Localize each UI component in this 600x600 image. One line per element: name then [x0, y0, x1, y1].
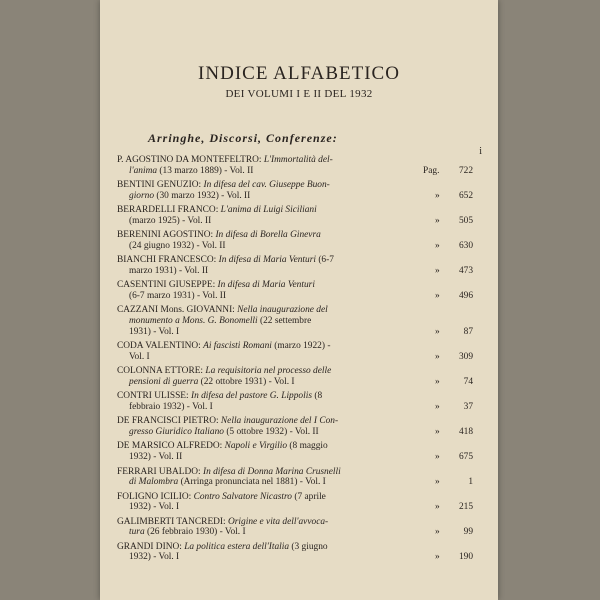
page-number: 215: [458, 502, 473, 513]
entry-title: L'Immortalità del-: [263, 155, 333, 165]
page-number: 630: [458, 240, 473, 251]
ditto-mark: »: [435, 240, 440, 251]
page-title: INDICE ALFABETICO: [198, 63, 400, 84]
entry-line: [117, 305, 433, 316]
entry-author: CODA VALENTINO:: [117, 341, 201, 352]
entry-line: [117, 492, 433, 503]
page-number: 496: [458, 290, 473, 301]
entry-details: (Arringa pronunciata nel 1881) - Vol. I: [178, 477, 326, 488]
entry-line: [117, 341, 433, 352]
entry-author: P. AGOSTINO DA MONTEFELTRO:: [117, 155, 262, 165]
entry-author: BERARDELLI FRANCO:: [117, 205, 219, 216]
ditto-mark: »: [435, 376, 440, 387]
entry-line: [117, 241, 433, 252]
ditto-mark: »: [435, 552, 440, 563]
entry-title: Napoli e Virgilio: [224, 441, 288, 452]
page-number: 37: [463, 401, 473, 412]
entry-line: [117, 155, 433, 166]
page-number: 675: [458, 452, 473, 463]
entry-details: Vol. I: [129, 351, 150, 362]
entry-title-cont: l'anima: [129, 165, 158, 176]
book-page: [100, 0, 498, 600]
entry-details: febbraio 1932) - Vol. I: [129, 401, 213, 412]
entry-author: DE MARSICO ALFREDO:: [117, 441, 223, 452]
ditto-mark: »: [435, 401, 440, 412]
page-number: 190: [458, 552, 473, 563]
index-entry: [117, 467, 473, 488]
page-number: 99: [463, 527, 473, 538]
entry-title: L'anima di Luigi Siciliani: [220, 205, 317, 216]
entry-title: In difesa di Maria Venturi: [218, 255, 316, 266]
entry-date: (7 aprile: [292, 491, 326, 502]
page-subtitle: DEI VOLUMI I E II DEL 1932: [225, 88, 373, 100]
entry-author: COLONNA ETTORE:: [117, 366, 204, 377]
entry-title: In difesa del pastore G. Lippolis: [190, 391, 312, 402]
entry-line: [117, 216, 433, 227]
entry-line: [117, 327, 433, 338]
ditto-mark: »: [435, 190, 440, 201]
entry-line: [117, 441, 433, 452]
entry-line: [117, 517, 433, 528]
margin-mark: i: [479, 146, 482, 157]
page-number: 418: [458, 426, 473, 437]
page-number: 87: [463, 326, 473, 337]
entry-details: 1931) - Vol. I: [129, 326, 180, 337]
index-entry: [117, 180, 473, 201]
entry-title: In difesa del cav. Giuseppe Buon-: [203, 180, 330, 191]
entry-title-cont: di Malombra: [129, 477, 179, 488]
page-number: 652: [458, 190, 473, 201]
entry-date: (6-7: [315, 255, 334, 266]
page-number: 505: [458, 215, 473, 226]
entry-author: GRANDI DINO:: [117, 541, 182, 552]
index-entry: [117, 441, 473, 462]
page-number: 722: [458, 165, 473, 176]
entry-line: [117, 205, 433, 216]
entry-author: FERRARI UBALDO:: [117, 466, 201, 477]
entry-line: [117, 266, 433, 277]
entry-title: Contro Salvatore Nicastro: [193, 491, 292, 502]
ditto-mark: »: [435, 265, 440, 276]
entry-author: GALIMBERTI TANCREDI:: [117, 516, 226, 527]
ditto-mark: »: [435, 527, 440, 538]
entry-details: (6-7 marzo 1931) - Vol. II: [129, 290, 227, 301]
entry-line: [117, 552, 433, 563]
entry-author: CASENTINI GIUSEPPE:: [117, 280, 216, 291]
page-number: 1: [468, 477, 473, 488]
entry-line: [117, 402, 433, 413]
ditto-mark: »: [435, 452, 440, 463]
entry-date: (3 giugno: [289, 541, 328, 552]
entry-line: [117, 191, 433, 202]
ditto-mark: »: [435, 477, 440, 488]
entry-details: (22 ottobre 1931) - Vol. I: [198, 376, 295, 387]
entry-title-cont: tura: [129, 527, 145, 538]
index-entry: [117, 230, 473, 251]
entry-line: [117, 416, 433, 427]
entry-title: In difesa di Maria Venturi: [217, 280, 315, 291]
index-entry: [117, 542, 473, 563]
index-entry: [117, 391, 473, 412]
entry-line: [117, 166, 433, 177]
entry-title: In difesa di Donna Marina Crusnelli: [202, 466, 341, 477]
entry-details: 1932) - Vol. I: [129, 502, 180, 513]
entry-line: [117, 527, 433, 538]
index-entry: [117, 155, 473, 176]
entry-line: [117, 391, 433, 402]
index-entry: [117, 255, 473, 276]
ditto-mark: »: [435, 426, 440, 437]
entry-line: [117, 291, 433, 302]
entry-author: FOLIGNO ICILIO:: [117, 491, 192, 502]
ditto-mark: »: [435, 326, 440, 337]
entry-author: BIANCHI FRANCESCO:: [117, 255, 217, 266]
entry-details: (22 settembre: [257, 316, 312, 327]
entry-title: Nella inaugurazione del: [237, 305, 328, 316]
entry-details: 1932) - Vol. II: [129, 452, 183, 463]
entry-line: [117, 280, 433, 291]
entry-title-cont: giorno: [129, 190, 155, 201]
entry-details: 1932) - Vol. I: [129, 552, 180, 563]
ditto-mark: »: [435, 351, 440, 362]
index-entry: [117, 366, 473, 387]
entry-line: [117, 427, 433, 438]
entry-title: La requisitoria nel processo delle: [205, 366, 332, 377]
index-entries: [117, 155, 473, 567]
index-entry: [117, 492, 473, 513]
entry-details: marzo 1931) - Vol. II: [129, 265, 209, 276]
entry-date: (marzo 1922) -: [271, 341, 331, 352]
entry-line: [117, 502, 433, 513]
page-number: 473: [458, 265, 473, 276]
page-number: 74: [463, 376, 473, 387]
entry-details: (13 marzo 1889) - Vol. II: [157, 165, 254, 176]
entry-line: [117, 467, 433, 478]
index-entry: [117, 517, 473, 538]
ditto-mark: »: [435, 290, 440, 301]
section-heading: Arringhe, Discorsi, Conferenze:: [148, 131, 338, 145]
entry-author: DE FRANCISCI PIETRO:: [117, 416, 219, 427]
entry-line: [117, 230, 433, 241]
entry-author: BERENINI AGOSTINO:: [117, 230, 214, 241]
index-entry: [117, 416, 473, 437]
index-entry: [117, 341, 473, 362]
entry-date: (8 maggio: [287, 441, 328, 452]
entry-title: Origine e vita dell'avvoca-: [228, 516, 329, 527]
entry-details: (26 febbraio 1930) - Vol. I: [144, 527, 246, 538]
ditto-mark: »: [435, 215, 440, 226]
entry-title-cont: gresso Giuridico Italiano: [129, 426, 224, 437]
entry-line: [117, 542, 433, 553]
entry-title: Nella inaugurazione del I Con-: [220, 416, 339, 427]
entry-line: [117, 255, 433, 266]
ditto-mark: »: [435, 502, 440, 513]
index-entry: [117, 280, 473, 301]
entry-line: [117, 366, 433, 377]
entry-details: (30 marzo 1932) - Vol. II: [154, 190, 251, 201]
pag-label: Pag.: [423, 165, 440, 176]
entry-details: (24 giugno 1932) - Vol. II: [129, 240, 226, 251]
entry-title: In difesa di Borella Ginevra: [215, 230, 321, 241]
entry-author: CAZZANI Mons. GIOVANNI:: [117, 305, 235, 316]
entry-title-cont: pensioni di guerra: [129, 376, 199, 387]
entry-line: [117, 352, 433, 363]
entry-line: [117, 477, 433, 488]
entry-title: Ai fascisti Romani: [203, 341, 272, 352]
entry-date: (8: [311, 391, 323, 402]
entry-title-cont: monumento a Mons. G. Bonomelli: [129, 316, 258, 327]
entry-title: La politica estera dell'Italia: [184, 541, 290, 552]
entry-line: [117, 316, 433, 327]
entry-line: [117, 180, 433, 191]
entry-author: BENTINI GENUZIO:: [117, 180, 202, 191]
index-entry: [117, 205, 473, 226]
entry-author: CONTRI ULISSE:: [117, 391, 189, 402]
entry-details: (marzo 1925) - Vol. II: [129, 215, 212, 226]
index-entry: [117, 305, 473, 337]
entry-line: [117, 452, 433, 463]
entry-details: (5 ottobre 1932) - Vol. II: [223, 426, 319, 437]
page-number: 309: [458, 351, 473, 362]
entry-line: [117, 377, 433, 388]
